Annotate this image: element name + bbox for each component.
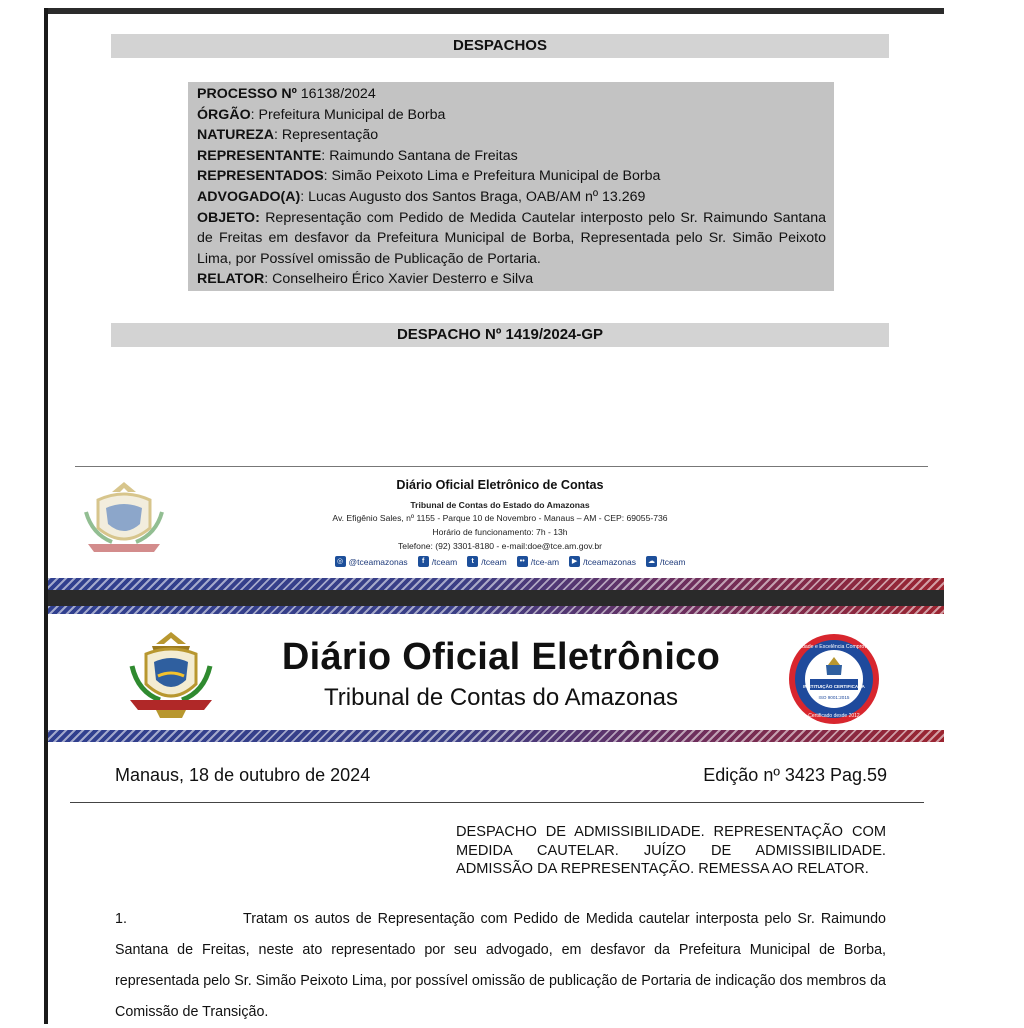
page-break-band: [48, 590, 944, 606]
twitter-icon: t: [467, 556, 478, 567]
summary-line-3: ADMISSÃO DA REPRESENTAÇÃO. REMESSA AO RELATOR.: [456, 861, 869, 877]
despacho-number-heading: DESPACHO Nº 1419/2024-GP: [111, 323, 889, 347]
masthead-subtitle: Tribunal de Contas do Amazonas: [324, 684, 678, 711]
masthead-coat-of-arms-icon: [126, 630, 216, 722]
orgao-label: ÓRGÃO: [197, 106, 251, 123]
footer-contact: Telefone: (92) 3301-8180 - e-mail:doe@tce.am.gov.br: [398, 541, 602, 551]
social-soundcloud[interactable]: ☁ /tceam: [647, 556, 686, 567]
edition-number: Edição nº 3423 Pag.59: [703, 765, 887, 785]
processo-label: PROCESSO Nº: [197, 86, 297, 102]
footer-coat-of-arms-icon: [78, 478, 170, 564]
seal-top-text: Qualidade e Excelência Comprovadas: [789, 644, 879, 650]
footer-address: Av. Efigênio Sales, nº 1155 - Parque 10 de Novembro - Manaus – AM - CEP: 69055-736: [332, 513, 668, 523]
representados-label: REPRESENTADOS: [197, 168, 324, 185]
objeto-row: [197, 208, 826, 270]
body-paragraph: [115, 904, 886, 1028]
footer-social-links: [300, 556, 720, 567]
social-youtube[interactable]: ▶ /tceamazonas: [569, 556, 636, 567]
seal-mid-text: INSTITUIÇÃO CERTIFICADA: [803, 684, 865, 689]
paragraph-text: Tratam os autos de Representação com Pedido de Medida cautelar interposta pelo Sr. Raimundo Santana de Freitas, neste ato representado por seu advogado, em desfavor da Prefeitura Municipal de Borba, representada pelo Sr. Simão Peixoto Lima, por possível omissão de publicação de Portaria de indicação dos membros da Comissão de Transição.: [115, 911, 886, 1020]
place-date: Manaus, 18 de outubro de 2024: [115, 765, 371, 785]
relator-row: RELATOR: Conselheiro Érico Xavier Desterro e Silva: [197, 271, 534, 288]
summary-line-1: DESPACHO DE ADMISSIBILIDADE. REPRESENTAÇÃO COM: [456, 824, 886, 840]
orgao-value: Prefeitura Municipal de Borba: [258, 106, 446, 123]
flickr-icon: ••: [517, 556, 528, 567]
footer-org: Tribunal de Contas do Estado do Amazonas: [410, 500, 590, 510]
paragraph-number: 1.: [115, 911, 127, 927]
objeto-label: OBJETO:: [197, 209, 260, 226]
seal-bottom-text: Certificado desde 2012: [808, 713, 860, 719]
edition-divider: [70, 802, 924, 803]
representante-label: REPRESENTANTE: [197, 147, 322, 164]
natureza-label: NATUREZA: [197, 127, 274, 144]
youtube-icon: ▶: [569, 556, 580, 567]
despachos-heading: DESPACHOS: [111, 34, 889, 58]
process-info-box: [188, 82, 834, 291]
footer-divider: [75, 466, 928, 467]
natureza-value: Representação: [281, 127, 379, 144]
representante-value: Raimundo Santana de Freitas: [329, 147, 518, 164]
instagram-icon: ◎: [335, 556, 346, 567]
social-flickr[interactable]: •• /tce-am: [517, 556, 559, 567]
seal-iso-text: ISO 9001:2015: [818, 695, 850, 700]
masthead-title: Diário Oficial Eletrônico: [281, 636, 721, 678]
soundcloud-icon: ☁: [647, 558, 655, 565]
page-left-border: [44, 8, 48, 1024]
page-top-border: [44, 8, 944, 14]
header-decorative-stripe-bottom: [48, 730, 944, 742]
processo-value: 16138/2024: [300, 86, 376, 102]
representados-value: Simão Peixoto Lima e Prefeitura Municipal de Borba: [331, 168, 661, 185]
advogado-label: ADVOGADO(A): [197, 188, 301, 205]
despacho-summary: [456, 823, 886, 879]
header-decorative-stripe-top: [48, 606, 944, 614]
representados-row: REPRESENTADOS: Simão Peixoto Lima e Prefeitura Municipal de Borba: [197, 168, 661, 185]
orgao-row: ÓRGÃO: Prefeitura Municipal de Borba: [197, 106, 446, 123]
footer-decorative-stripe: [48, 578, 944, 590]
relator-label: RELATOR: [197, 271, 265, 288]
natureza-row: NATUREZA: Representação: [197, 127, 379, 144]
representante-row: REPRESENTANTE: Raimundo Santana de Freitas: [197, 147, 518, 164]
footer-hours: Horário de funcionamento: 7h - 13h: [432, 527, 568, 537]
processo-row: [197, 84, 826, 105]
iso-certification-seal: [788, 633, 880, 725]
facebook-icon: f: [418, 556, 429, 567]
advogado-row: ADVOGADO(A): Lucas Augusto dos Santos Braga, OAB/AM nº 13.269: [197, 188, 646, 205]
summary-line-2: MEDIDA CAUTELAR. JUÍZO DE ADMISSIBILIDADE.: [456, 842, 886, 859]
advogado-value: Lucas Augusto dos Santos Braga, OAB/AM nº 13.269: [308, 188, 646, 205]
social-facebook[interactable]: f /tceam: [418, 556, 458, 567]
social-instagram[interactable]: ◎ @tceamazonas: [335, 556, 408, 567]
objeto-value: Representação com Pedido de Medida Cautelar interposto pelo Sr. Raimundo Santana de Freitas em desfavor da Prefeitura Municipal de Borba, Representada pelo Sr. Simão Peixoto Lima, por Possível omissão de Publicação de Portaria.: [197, 209, 826, 267]
footer-title: Diário Oficial Eletrônico de Contas: [396, 478, 604, 492]
relator-value: Conselheiro Érico Xavier Desterro e Silva: [272, 271, 534, 288]
social-twitter[interactable]: t /tceam: [467, 556, 507, 567]
